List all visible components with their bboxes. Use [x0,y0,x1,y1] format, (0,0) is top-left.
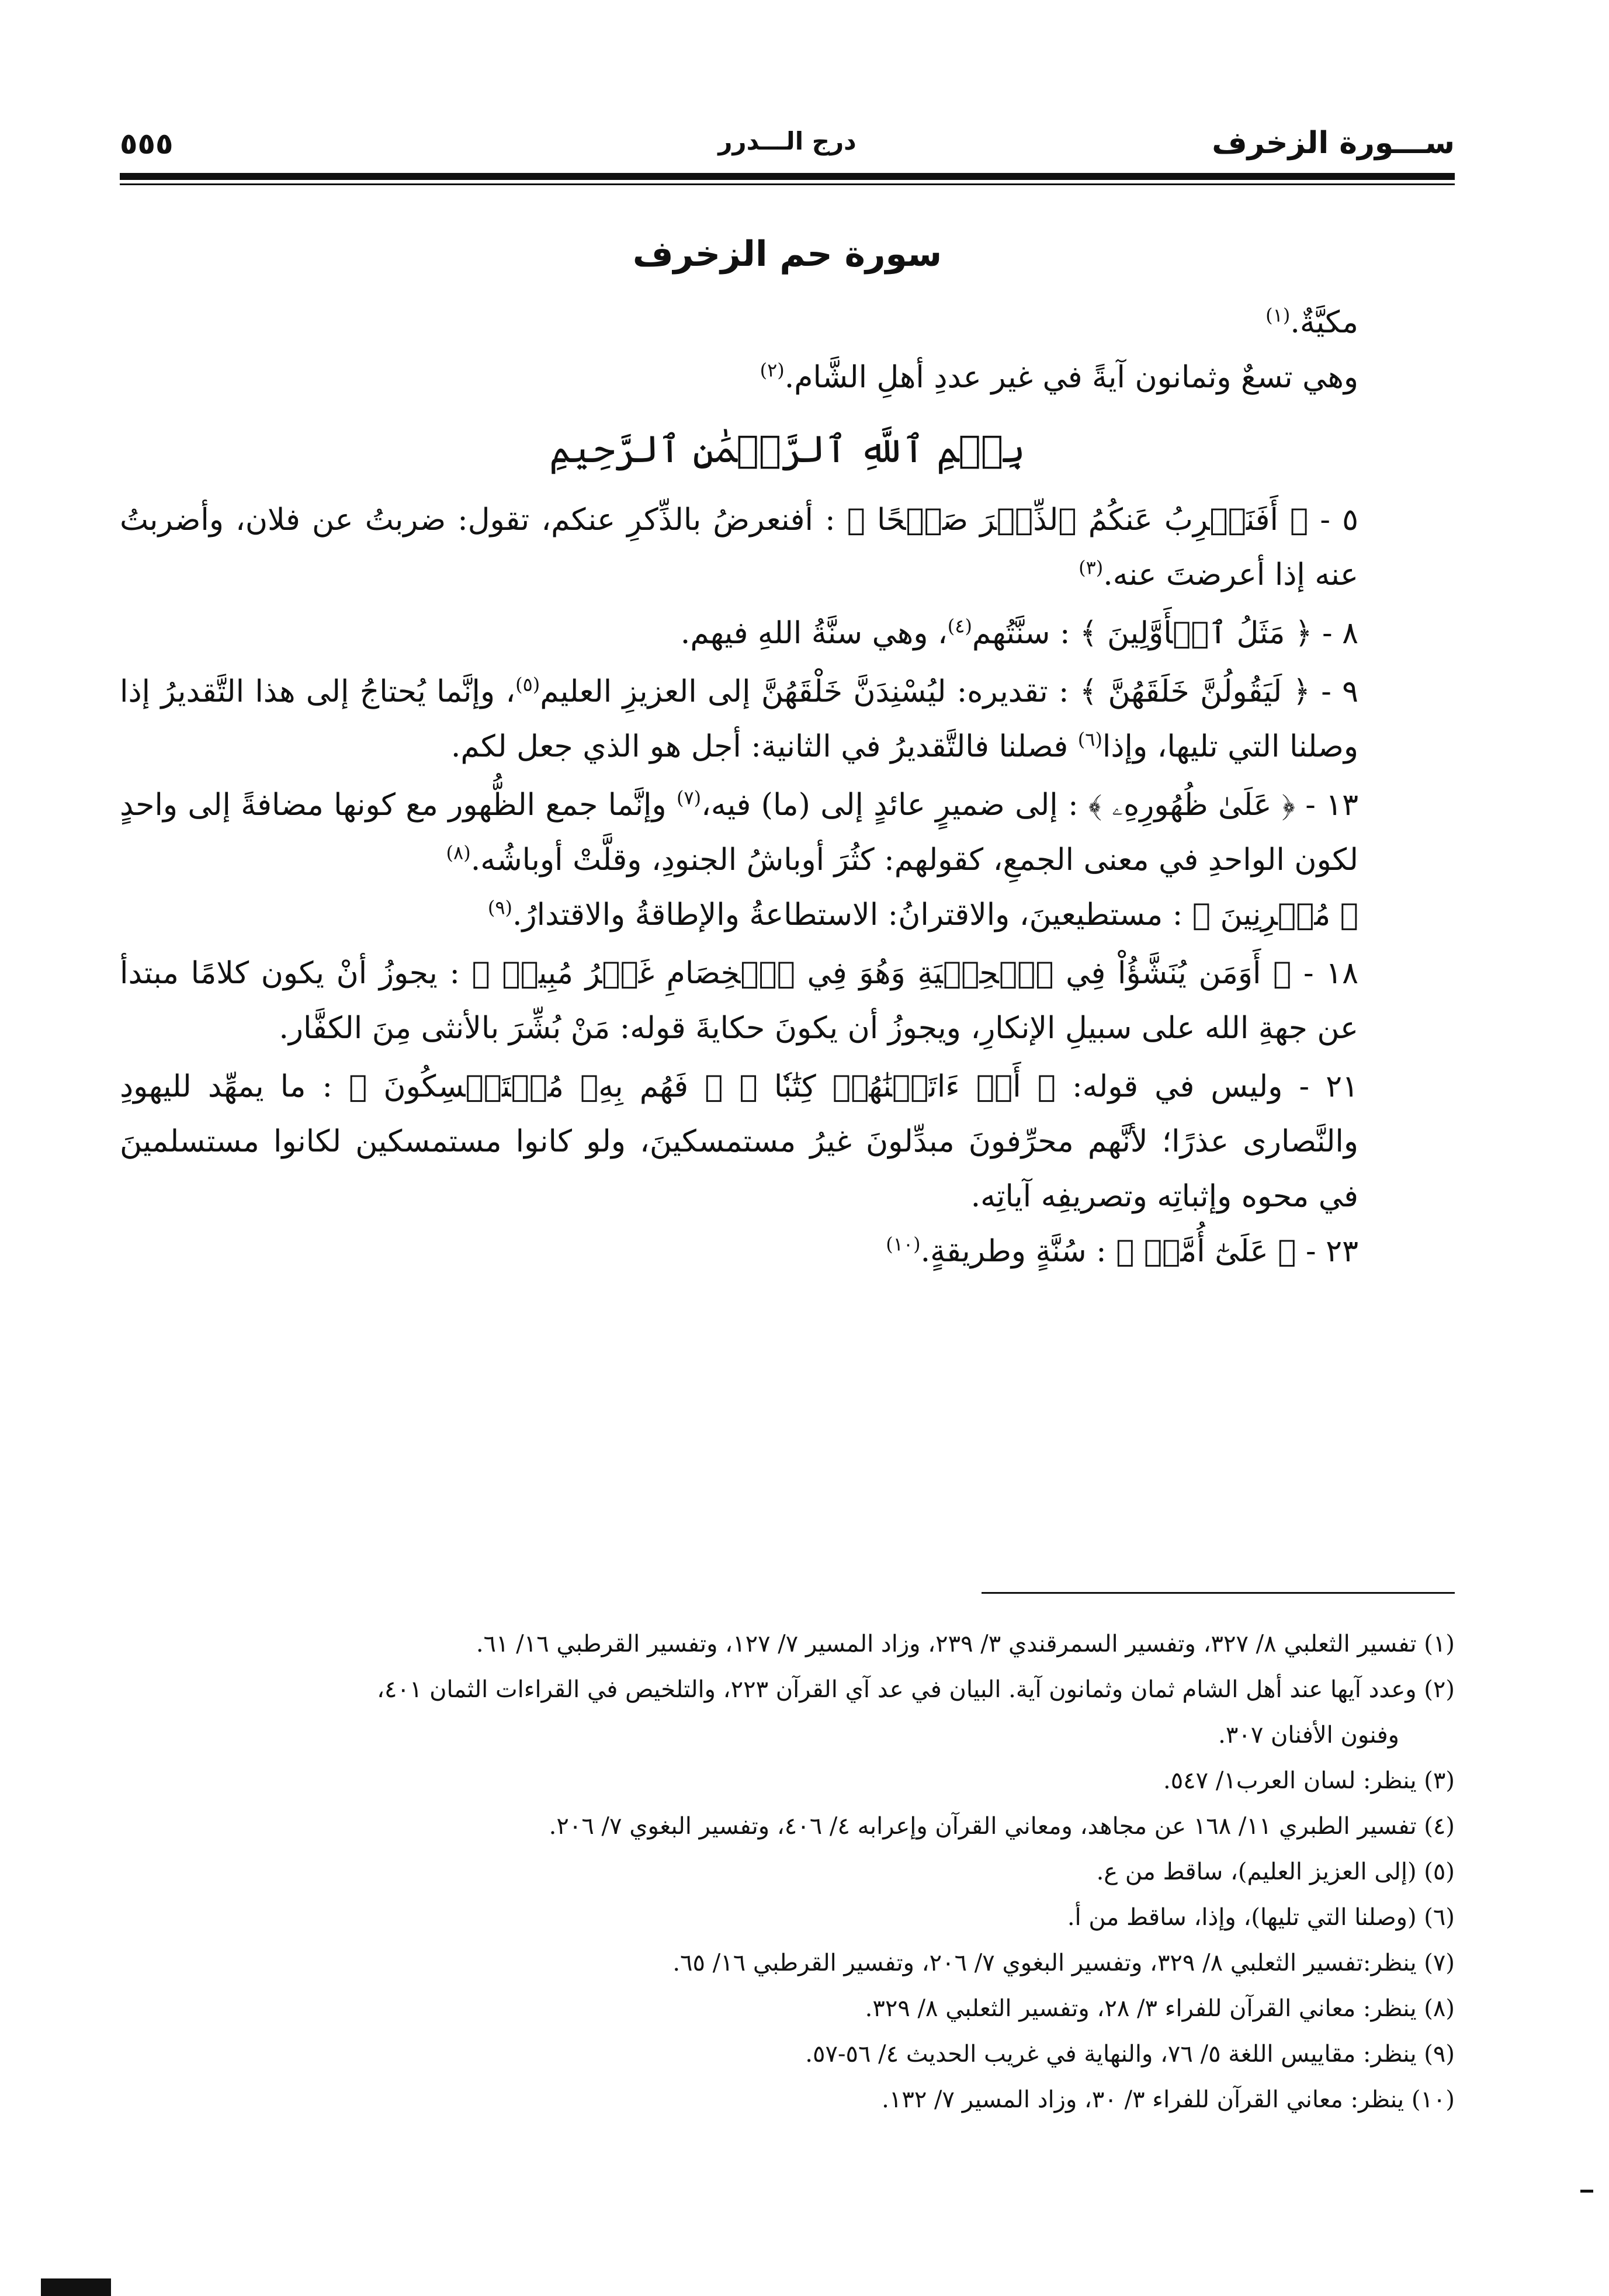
footnote-7: (٧) ينظر:تفسير الثعلبي ٨/ ٣٢٩، وتفسير البغوي ٧/ ٢٠٦، وتفسير القرطبي ١٦/ ٦٥. [672,1950,1455,1976]
footnote-3: (٣) ينظر: لسان العرب١/ ٥٤٧. [1163,1767,1455,1794]
footnotes [120,1621,1455,2122]
entry-text: ٥ - ﴿ أَفَنَضۡرِبُ عَنكُمُ ٱلذِّكۡرَ صَفۡحًا ﴾ : أفنعرضُ بالذِّكرِ عنكم، تقول: ضربتُ عن فلان، وأضربتُ عنه إذا أعرضتَ عنه. [120,502,1358,592]
entry-verse-5 [120,493,1455,602]
footnote-separator [982,1592,1455,1594]
footnote-6: (٦) (وصلنا التي تليها)، وإذا، ساقط من أ. [1067,1904,1455,1931]
entry-text: ، وإنَّما يُحتاجُ إلى هذا التَّقديرُ إذا وصلنا التي تليها، وإذا [120,674,1358,764]
header-surah-name: ســـورة الزخرف [1212,126,1455,161]
footnote-2: (٢) وعدد آيها عند أهل الشام ثمان وثمانون آية. البيان في عد آي القرآن ٢٢٣، والتلخيص في القراءات الثمان ٤٠١، [377,1676,1455,1703]
header-rule-thick [120,173,1455,180]
page-number: ٥٥٥ [120,127,174,161]
intro-line-ayah-count [120,350,1455,405]
footnote-marker: (٦) [1077,728,1102,751]
intro-text-2: وهي تسعٌ وثمانون آيةً في غير عددِ أهلِ الشَّام. [784,360,1358,395]
footnote-2-continued: وفنون الأفنان ٣٠٧. [1218,1722,1399,1749]
footnote-9: (٩) ينظر: مقاييس اللغة ٥/ ٧٦، والنهاية في غريب الحديث ٤/ ٥٦-٥٧. [805,2041,1455,2068]
footnote-1: (١) تفسير الثعلبي ٨/ ٣٢٧، وتفسير السمرقندي ٣/ ٢٣٩، وزاد المسير ٧/ ١٢٧، وتفسير القرطبي ١٦/ ٦١. [476,1631,1455,1657]
footnote-8: (٨) ينظر: معاني القرآن للفراء ٣/ ٢٨، وتفسير الثعلبي ٨/ ٣٢٩. [865,1995,1455,2022]
footnote-marker: (٣) [1079,556,1104,579]
header-rule-thin [120,183,1455,185]
footnote-marker: (١) [1265,304,1291,327]
entry-text: وإنَّما جمع الظُّهور مع كونها مضافةً إلى واحدٍ لكون الواحدِ في معنى الجمعِ، كقولهم: كثُرَ أوباشُ الجنودِ، وقلَّتْ أوباشُه. [120,788,1358,878]
scan-edge-mark [1580,2190,1593,2193]
entry-verse-13-muqrinin [120,887,1455,942]
footnote-marker: (٢) [760,359,785,381]
scan-corner-mark [41,2278,111,2296]
entry-text: ٢٣ - ﴿ عَلَىٰٓ أُمَّةٖ ﴾ : سُنَّةٍ وطريقةٍ. [920,1234,1358,1269]
entry-text: ، وهي سنَّةُ اللهِ فيهم. [680,616,948,651]
surah-title: سورة حم الزخرف [632,234,942,275]
basmala: بِسۡمِ ٱللَّهِ ٱلرَّحۡمَٰنِ ٱلرَّحِيمِ [549,428,1025,471]
entry-text: ١٣ - ﴿ عَلَىٰ ظُهُورِهِۦ ﴾ : إلى ضميرٍ عائدٍ إلى (ما) فيه، [701,788,1358,823]
entry-text: ﴿ مُقۡرِنِينَ ﴾ : مستطيعينَ، والاقترانُ: الاستطاعةُ والإطاقةُ والاقتدارُ. [512,897,1358,932]
footnote-marker: (٨) [446,841,471,864]
footnote-5: (٥) (إلى العزيز العليم)، ساقط من ع. [1096,1858,1455,1885]
footnote-4: (٤) تفسير الطبري ١١/ ١٦٨ عن مجاهد، ومعاني القرآن وإعرابه ٤/ ٤٠٦، وتفسير البغوي ٧/ ٢٠٦. [549,1813,1455,1840]
footnote-marker: (١٠) [886,1233,921,1255]
entry-text: فصلنا فالتَّقديرُ في الثانية: أجل هو الذي جعل لكم. [450,729,1078,764]
entry-text: ٩ - ﴿ لَيَقُولُنَّ خَلَقَهُنَّ ﴾ : تقديره: ليُسْنِدَنَّ خَلْقَهُنَّ إلى العزيزِ العليم [540,674,1358,709]
footnote-marker: (٩) [487,896,512,919]
entry-verse-18 [120,946,1455,1056]
entry-verse-8 [120,606,1455,661]
entry-verse-13 [120,778,1455,887]
main-text [120,295,1455,1279]
running-header [120,120,1455,167]
entry-verse-9 [120,664,1455,774]
header-book-name: درج الـــدرر [718,127,856,155]
footnote-marker: (٤) [947,615,972,637]
footnote-marker: (٧) [676,786,702,809]
footnote-marker: (٥) [515,673,540,696]
intro-text-1: مكيَّةٌ. [1290,305,1358,340]
entry-text: ٢١ - وليس في قوله: ﴿ أَمۡ ءَاتَيۡنَٰهُمۡ كِتَٰبٗا ﴾ ﴿ فَهُم بِهِۦ مُسۡتَمۡسِكُونَ ﴾ : ما يمهِّد لليهودِ والنَّصارى عذرًا؛ لأنَّهم محرِّفونَ مبدِّلونَ غيرُ مستمسكينَ، ولو كانوا مستمسكين لكانوا مستسلمينَ في محوه وإثباتِه وتصريفِه آياتِه. [120,1069,1358,1214]
entry-verse-23 [120,1224,1455,1279]
entry-verse-21 [120,1059,1455,1224]
entry-text: ١٨ - ﴿ أَوَمَن يُنَشَّؤُاْ فِي ٱلۡحِلۡيَةِ وَهُوَ فِي ٱلۡخِصَامِ غَيۡرُ مُبِينٖ ﴾ : يجوزُ أنْ يكون كلامًا مبتدأ عن جهةِ الله على سبيلِ الإنكارِ، ويجوزُ أن يكونَ حكايةَ قوله: مَنْ بُشِّرَ بالأنثى مِنَ الكفَّار. [120,956,1358,1046]
footnote-10: (١٠) ينظر: معاني القرآن للفراء ٣/ ٣٠، وزاد المسير ٧/ ١٣٢. [882,2086,1455,2113]
entry-text: ٨ - ﴿ مَثَلُ ٱلۡأَوَّلِينَ ﴾ : سنَّتُهم [972,616,1358,651]
intro-line-makkiyya [120,295,1455,350]
